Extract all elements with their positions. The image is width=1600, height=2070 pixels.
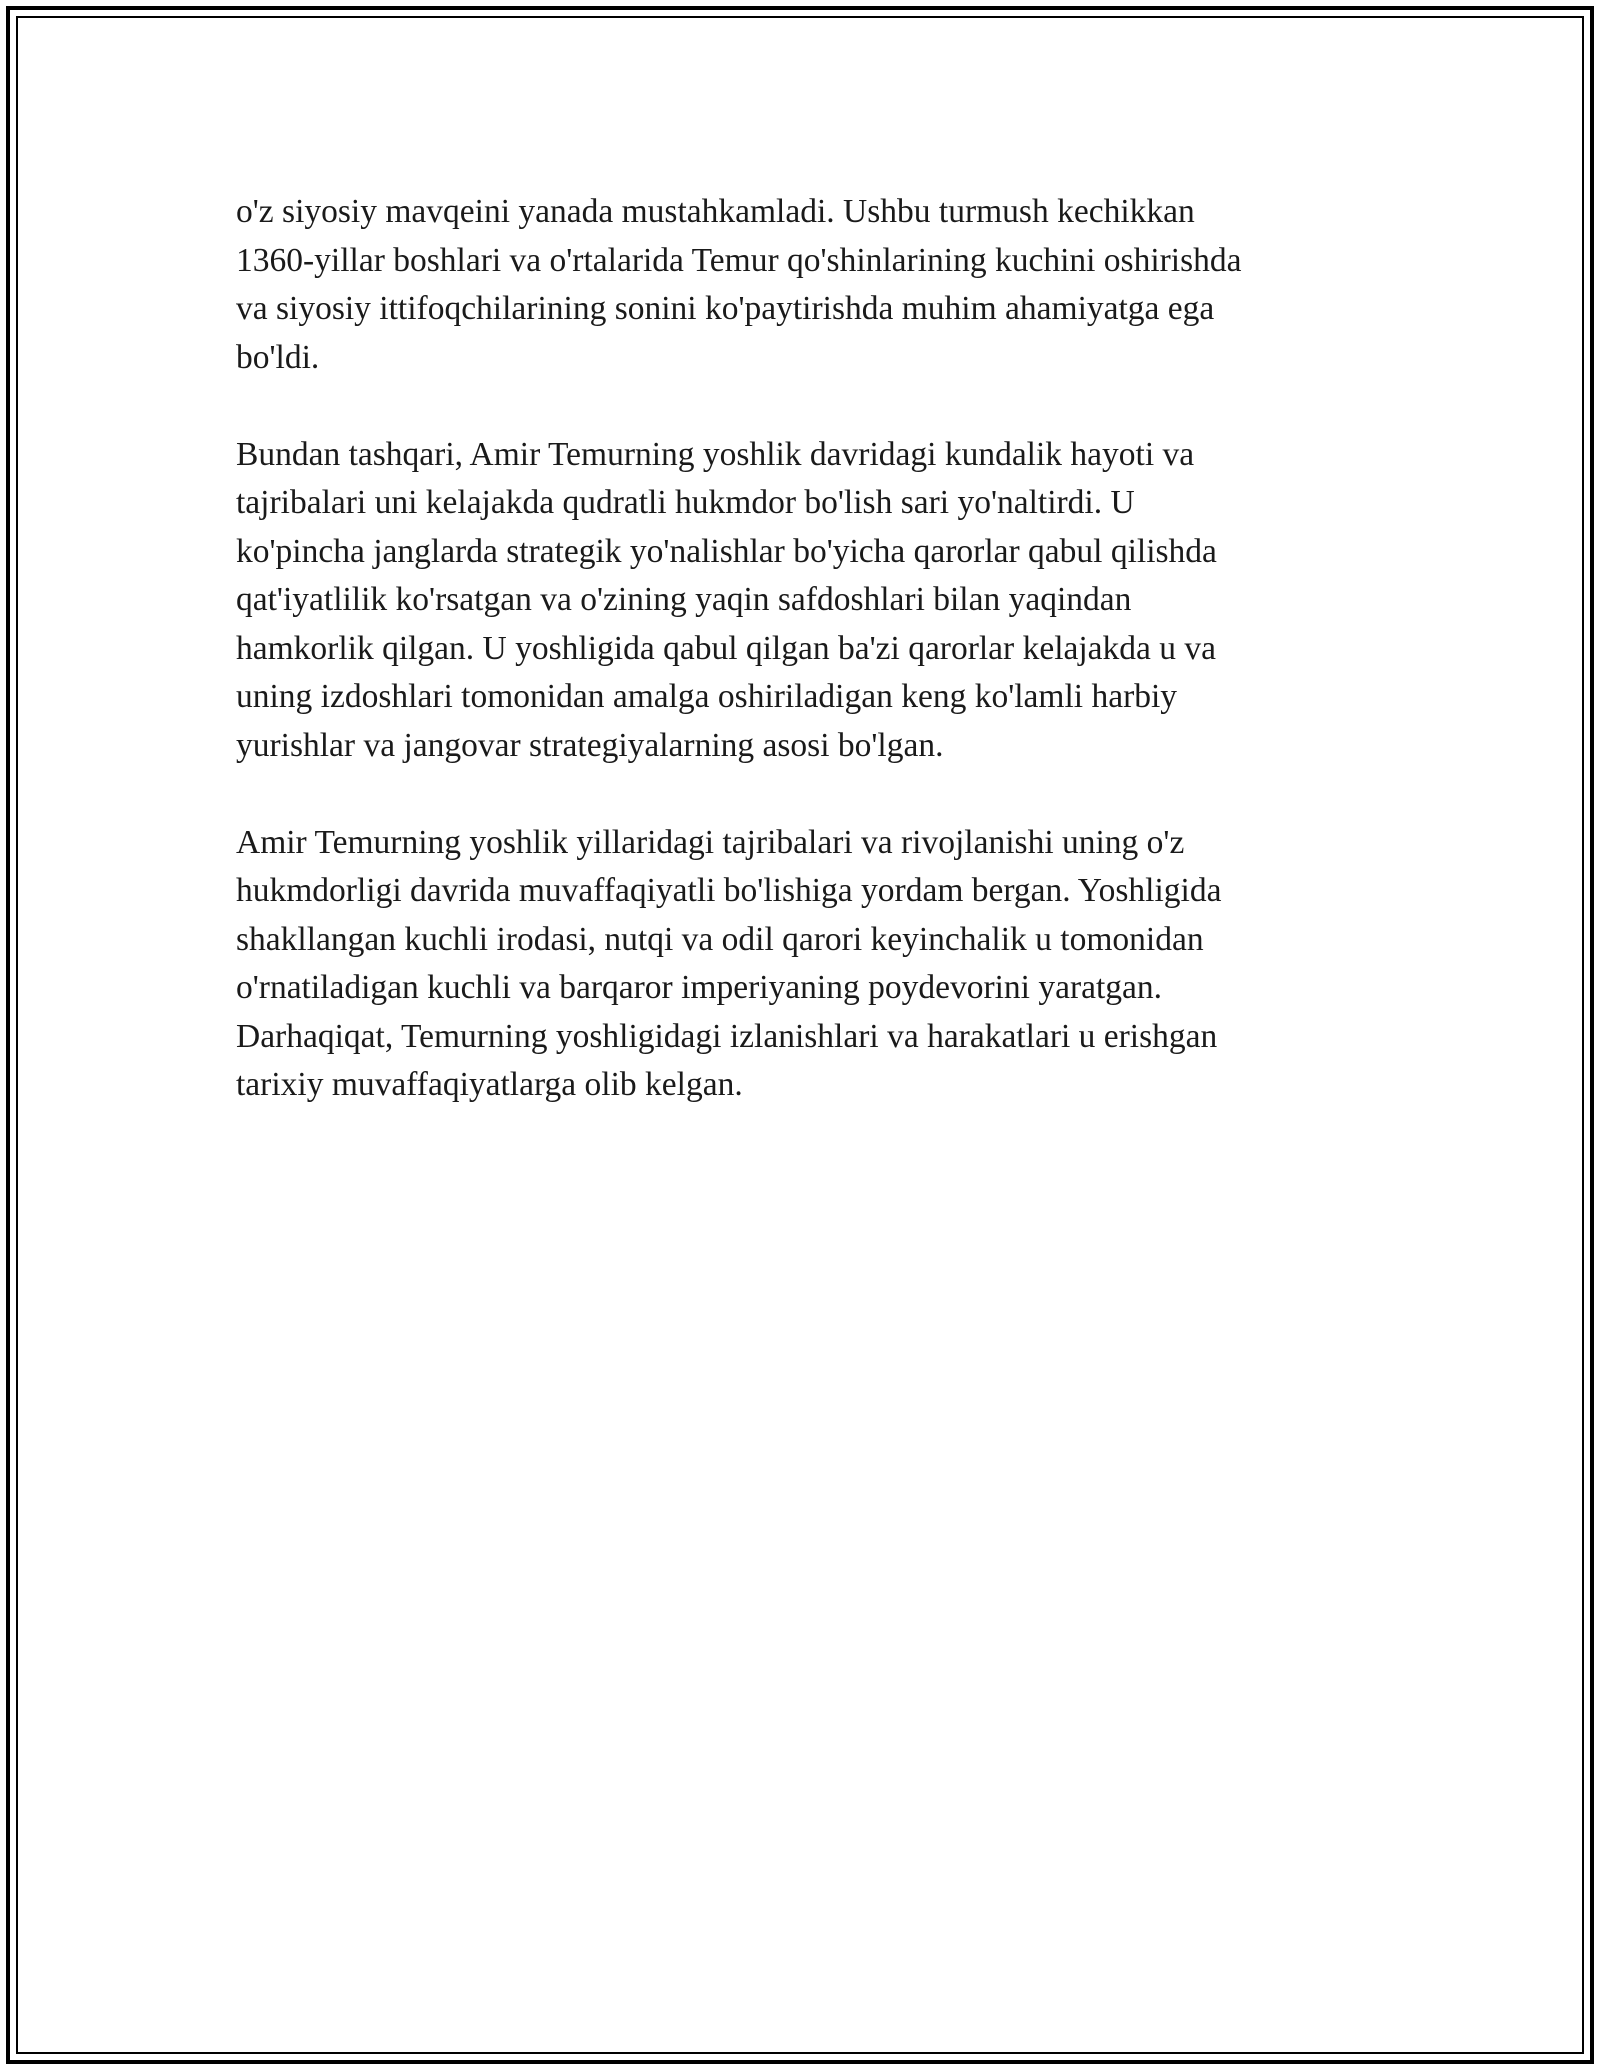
document-body bbox=[236, 188, 1396, 1158]
paragraph-1: o'z siyosiy mavqeini yanada mustahkamladi. Ushbu turmush kechikkan 1360-yillar boshlari va o'rtalarida Temur qo'shinlarining kuchini oshirishda va siyosiy ittifoqchilarining sonini ko'paytirishda muhim ahamiyatga ega bo'ldi. bbox=[236, 193, 1242, 376]
paragraph-2: Bundan tashqari, Amir Temurning yoshlik davridagi kundalik hayoti va tajribalari uni kelajakda qudratli hukmdor bo'lish sari yo'naltirdi. U ko'pincha janglarda strategik yo'nalishlar bo'yicha qarorlar qabul qilishda qat'iyatlilik ko'rsatgan va o'zining yaqin safdoshlari bilan yaqindan hamkorlik qilgan. U yoshligida qabul qilgan ba'zi qarorlar kelajakda u va uning izdoshlari tomonidan amalga oshiriladigan keng ko'lamli harbiy yurishlar va jangovar strategiyalarning asosi bo'lgan. bbox=[236, 435, 1217, 764]
paragraph-3: Amir Temurning yoshlik yillaridagi tajribalari va rivojlanishi uning o'z hukmdorligi davrida muvaffaqiyatli bo'lishiga yordam bergan. Yoshligida shakllangan kuchli irodasi, nutqi va odil qarori keyinchalik u tomonidan o'rnatiladigan kuchli va barqaror imperiyaning poydevorini yaratgan. Darhaqiqat, Temurning yoshligidagi izlanishlari va harakatlari u erishgan tarixiy muvaffaqiyatlarga olib kelgan. bbox=[236, 823, 1222, 1103]
